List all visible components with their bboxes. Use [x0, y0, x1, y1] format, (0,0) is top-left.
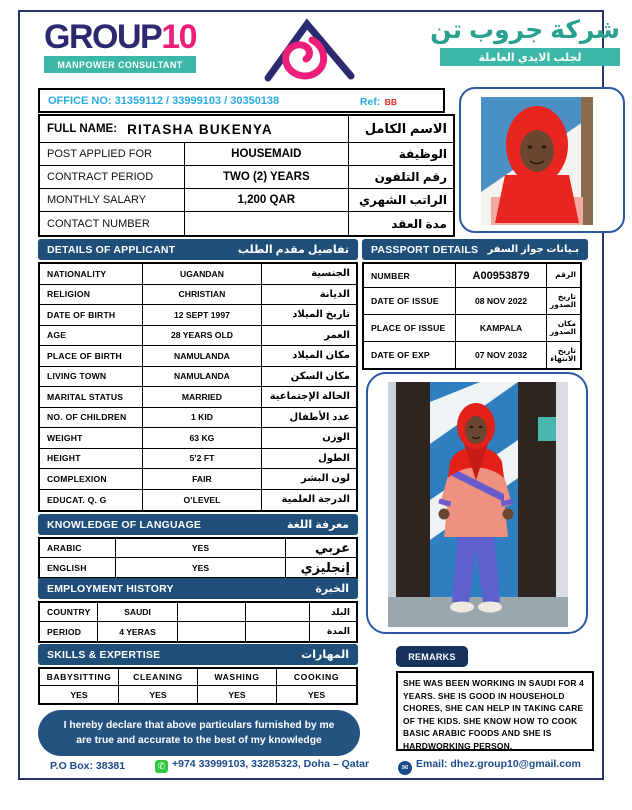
table-row	[40, 212, 453, 235]
label-cell: RELIGION	[40, 285, 143, 305]
arabic-cell: الدرجة العلمية	[281, 494, 350, 506]
office-number-text: OFFICE NO: 31359112 / 33999103 / 30350138	[48, 94, 280, 107]
empty-cell	[178, 622, 246, 641]
passport-title: PASSPORT DETAILS	[371, 243, 479, 256]
value-cell: 28 YEARS OLD	[143, 326, 262, 346]
label-cell: HEIGHT	[40, 449, 143, 469]
skill-value-cell: YES	[307, 689, 326, 700]
table-row	[40, 346, 356, 367]
label-cell: ARABIC	[40, 539, 116, 557]
logo-tagline-banner: MANPOWER CONSULTANT	[44, 56, 196, 73]
table-row	[40, 143, 453, 166]
arabic-cell: الوظيفة	[398, 147, 447, 161]
value-cell	[185, 212, 349, 235]
full-name-value: RITASHA BUKENYA	[127, 121, 273, 137]
name-table	[38, 114, 455, 237]
email-contact	[398, 758, 581, 775]
arabic-cell: تاريخ الصدور	[549, 291, 576, 309]
value-cell: 12 SEPT 1997	[143, 305, 262, 325]
full-name-cell	[40, 116, 349, 142]
arabic-cell: عدد الأطفال	[289, 411, 350, 423]
group10-logo	[44, 20, 196, 73]
passport-title-arabic: بـيانات جواز السفر	[487, 244, 579, 255]
logo-group-text: GROUP	[44, 18, 162, 56]
office-number-box	[38, 88, 445, 113]
fullbody-photo	[388, 382, 568, 627]
arabic-tagline-banner: لجلب الايدي العاملة	[440, 48, 620, 66]
table-row	[40, 264, 356, 285]
label-cell: MARITAL STATUS	[40, 387, 143, 407]
value-cell: KAMPALA	[456, 315, 547, 341]
email-text: Email: dhez.group10@gmail.com	[416, 758, 581, 770]
arabic-cell: البلد	[330, 606, 350, 617]
language-title: KNOWLEDGE OF LANGUAGE	[47, 518, 202, 531]
headshot-photo	[481, 97, 593, 225]
details-title: DETAILS OF APPLICANT	[47, 243, 176, 256]
details-section-header	[38, 239, 358, 260]
employment-title-arabic: الخبرة	[315, 583, 349, 595]
fullbody-photo-frame	[366, 372, 588, 634]
label-cell: DATE OF EXP	[364, 342, 456, 368]
value-cell: YES	[116, 539, 286, 557]
table-row	[40, 490, 356, 511]
value-cell: TWO (2) YEARS	[185, 166, 349, 188]
table-row	[364, 264, 580, 288]
label-cell: ENGLISH	[40, 558, 116, 577]
table-row	[364, 342, 580, 368]
ref-label: Ref:	[359, 95, 381, 108]
label-cell: COUNTRY	[40, 603, 98, 621]
empty-cell	[246, 603, 310, 621]
arabic-cell: إنجليزي	[300, 559, 350, 575]
table-row	[40, 539, 356, 558]
value-cell: HOUSEMAID	[185, 143, 349, 165]
logo-ten-text: 10	[161, 18, 197, 56]
table-row	[40, 189, 453, 212]
empty-cell	[178, 603, 246, 621]
language-section-header	[38, 514, 358, 535]
table-row	[40, 408, 356, 429]
table-row	[40, 469, 356, 490]
details-table	[38, 262, 358, 512]
label-cell: WEIGHT	[40, 428, 143, 448]
label-cell: LIVING TOWN	[40, 367, 143, 387]
email-icon: ✉	[398, 761, 412, 775]
arabic-cell: العمر	[324, 329, 350, 341]
skill-value-cell: YES	[119, 686, 198, 703]
arabic-cell: تاريخ الانتهاء	[550, 345, 576, 363]
employment-title: EMPLOYMENT HISTORY	[47, 582, 174, 595]
value-cell: O’LEVEL	[143, 490, 262, 511]
label-cell: POST APPLIED FOR	[40, 143, 185, 165]
logo-text	[44, 20, 196, 54]
table-row	[40, 449, 356, 470]
label-cell: CONTACT NUMBER	[40, 212, 185, 235]
ref-field	[360, 92, 397, 110]
full-name-arabic: الاسم الكامل	[364, 121, 447, 136]
skills-title: SKILLS & EXPERTISE	[47, 648, 161, 661]
label-cell: AGE	[40, 326, 143, 346]
skill-value-cell: YES	[198, 686, 277, 703]
value-cell: UGANDAN	[143, 264, 262, 284]
arabic-cell: الرقم	[555, 270, 576, 280]
label-cell: MONTHLY SALARY	[40, 189, 185, 211]
value-cell: 1 KID	[143, 408, 262, 428]
table-row	[40, 285, 356, 306]
arabic-cell: تاريخ الميلاد	[292, 309, 350, 321]
label-cell: DATE OF BIRTH	[40, 305, 143, 325]
value-cell: 08 NOV 2022	[456, 288, 547, 314]
arabic-cell: مكان السكن	[290, 370, 350, 382]
value-cell: NAMULANDA	[143, 346, 262, 366]
skill-header-cell: BABYSITTING	[40, 669, 119, 685]
arabic-cell: المدة	[326, 626, 350, 636]
value-cell: 63 KG	[143, 428, 262, 448]
arabic-cell: عربي	[314, 540, 350, 555]
arabic-cell: مدة العقد	[391, 216, 447, 231]
label-cell: NUMBER	[364, 264, 456, 287]
label-cell: COMPLEXION	[40, 469, 143, 489]
arabic-cell: الجنسية	[311, 268, 350, 280]
passport-table	[362, 262, 582, 370]
table-row	[40, 428, 356, 449]
empty-cell	[246, 622, 310, 641]
remarks-text-box: SHE WAS BEEN WORKING IN SAUDI FOR 4 YEARS. SHE IS GOOD IN HOUSEHOLD CHORES, SHE CAN HELP IN TAKING CARE OF THE KIDS. SHE KNOW HOW TO COOK BASIC ARABIC FOODS AND SHE IS HARDWORKING PERSON.	[396, 671, 594, 751]
table-row	[40, 166, 453, 189]
phone-text: +974 33999103, 33285323, Doha – Qatar	[172, 758, 370, 770]
skills-table	[38, 667, 358, 705]
table-row	[40, 387, 356, 408]
arabic-cell: الطول	[318, 452, 350, 464]
skill-header-cell: COOKING	[293, 672, 340, 682]
company-emblem-icon	[262, 14, 357, 91]
arabic-company-title: شركة جروب تن	[430, 16, 620, 44]
value-cell: CHRISTIAN	[143, 285, 262, 305]
details-title-arabic: تفاصيل مقدم الطلب	[237, 244, 349, 256]
passport-section-header	[362, 239, 588, 260]
full-name-label: FULL NAME:	[47, 123, 118, 135]
headshot-photo-frame	[459, 87, 625, 233]
phone-contact	[155, 758, 369, 773]
skill-value-cell: YES	[40, 686, 119, 703]
label-cell: NO. OF CHILDREN	[40, 408, 143, 428]
skills-title-arabic: المهارات	[301, 649, 349, 661]
value-cell: SAUDI	[98, 603, 178, 621]
value-cell: FAIR	[143, 469, 262, 489]
skills-value-row	[40, 686, 356, 703]
arabic-cell: الراتب الشهري	[359, 193, 447, 207]
label-cell: PLACE OF ISSUE	[364, 315, 456, 341]
arabic-cell: لون البشر	[300, 473, 350, 485]
value-cell: A00953879	[456, 264, 547, 287]
label-cell: PERIOD	[40, 622, 98, 641]
table-row	[40, 367, 356, 388]
pobox-text: P.O Box: 38381	[50, 760, 126, 772]
arabic-cell: مكان الصدور	[549, 318, 576, 336]
ref-value: BB	[384, 96, 397, 107]
table-row	[40, 326, 356, 347]
value-cell: 07 NOV 2032	[456, 342, 547, 368]
language-title-arabic: معرفة اللغة	[286, 519, 349, 531]
arabic-cell: الوزن	[322, 432, 350, 444]
whatsapp-icon: ✆	[155, 760, 168, 773]
table-row	[364, 288, 580, 315]
label-cell: EDUCAT. Q. G	[40, 490, 143, 511]
label-cell: DATE OF ISSUE	[364, 288, 456, 314]
table-row	[40, 558, 356, 577]
employment-section-header	[38, 578, 358, 599]
employment-table	[38, 601, 358, 643]
declaration-statement: I hereby declare that above particulars furnished by me are true and accurate to the best of my knowledge	[38, 710, 360, 756]
arabic-header	[428, 16, 620, 66]
skill-header-cell: CLEANING	[119, 669, 198, 685]
skills-header-row	[40, 669, 356, 686]
skills-section-header	[38, 644, 358, 665]
arabic-cell: رقم التلفون	[374, 170, 447, 184]
value-cell: 5’2 FT	[143, 449, 262, 469]
value-cell: NAMULANDA	[143, 367, 262, 387]
skill-header-cell: WASHING	[198, 669, 277, 685]
table-row	[40, 305, 356, 326]
value-cell: YES	[116, 558, 286, 577]
arabic-cell: مكان الميلاد	[292, 350, 350, 362]
value-cell: MARRIED	[143, 387, 262, 407]
remarks-badge: REMARKS	[396, 646, 468, 667]
label-cell: NATIONALITY	[40, 264, 143, 284]
value-cell: 4 YERAS	[98, 622, 178, 641]
table-row	[40, 622, 356, 641]
full-name-row	[40, 116, 453, 143]
arabic-cell: الديانة	[319, 288, 350, 300]
table-row	[40, 603, 356, 622]
label-cell: PLACE OF BIRTH	[40, 346, 143, 366]
label-cell: CONTRACT PERIOD	[40, 166, 185, 188]
arabic-cell: الحالة الإجتماعية	[269, 391, 350, 403]
language-table	[38, 537, 358, 579]
value-cell: 1,200 QAR	[185, 189, 349, 211]
table-row	[364, 315, 580, 342]
